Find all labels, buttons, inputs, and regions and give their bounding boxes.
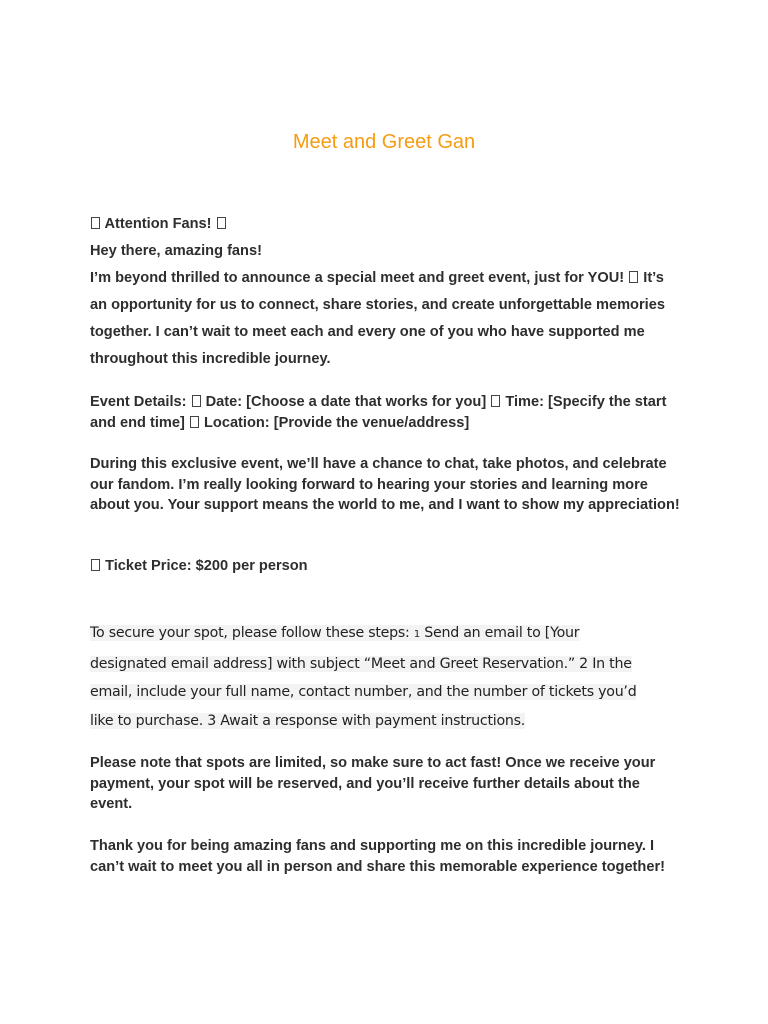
clock-icon <box>491 395 500 407</box>
intro-section <box>90 211 680 373</box>
steps-section <box>90 619 680 735</box>
sparkle-icon <box>217 217 226 229</box>
announce-paragraph: I’m beyond thrilled to announce a special meet and greet event, just for YOU! It’s an opportunity for us to connect, share stories, and create unforgettable memories together. I can’t wait to meet each and every one of you who have supported me throughout this incredible journey. <box>90 270 665 367</box>
notes-paragraph: Please note that spots are limited, so make sure to act fast! Once we receive your payment, your spot will be reserved, and you’ll receive further details about the event. <box>90 755 656 812</box>
ticket-icon <box>91 559 100 571</box>
heart-icon <box>629 271 638 283</box>
step-number-1: 1 <box>413 629 420 640</box>
thanks-paragraph: Thank you for being amazing fans and supporting me on this incredible journey. I can’t wait to meet you all in person and share this memorable experience together! <box>90 838 665 875</box>
attention-line: Attention Fans! <box>90 211 680 238</box>
location-pin-icon <box>190 416 199 428</box>
steps-line-1: To secure your spot, please follow these steps: 1 Send an email to [Your <box>90 625 580 641</box>
greeting-line: Hey there, amazing fans! <box>90 243 262 259</box>
ticket-price-line: Ticket Price: $200 per person <box>90 556 680 577</box>
steps-line-2: designated email address] with subject “Meet and Greet Reservation.” 2 In the <box>90 655 632 672</box>
megaphone-icon <box>91 217 100 229</box>
steps-line-3: email, include your full name, contact number, and the number of tickets you’d <box>90 684 637 700</box>
event-details-paragraph: Event Details: Date: [Choose a date that works for you] Time: [Specify the start and end time] Location: [Provide the venue/address] <box>90 394 667 431</box>
document-title: Meet and Greet Gan <box>292 131 476 153</box>
calendar-icon <box>192 395 201 407</box>
during-paragraph: During this exclusive event, we’ll have a chance to chat, take photos, and celebrate our fandom. I’m really looking forward to hearing your stories and learning more about you. Your support means the world to me, and I want to show my appreciation! <box>90 456 680 513</box>
steps-line-4: like to purchase. 3 Await a response with payment instructions. <box>90 712 526 729</box>
